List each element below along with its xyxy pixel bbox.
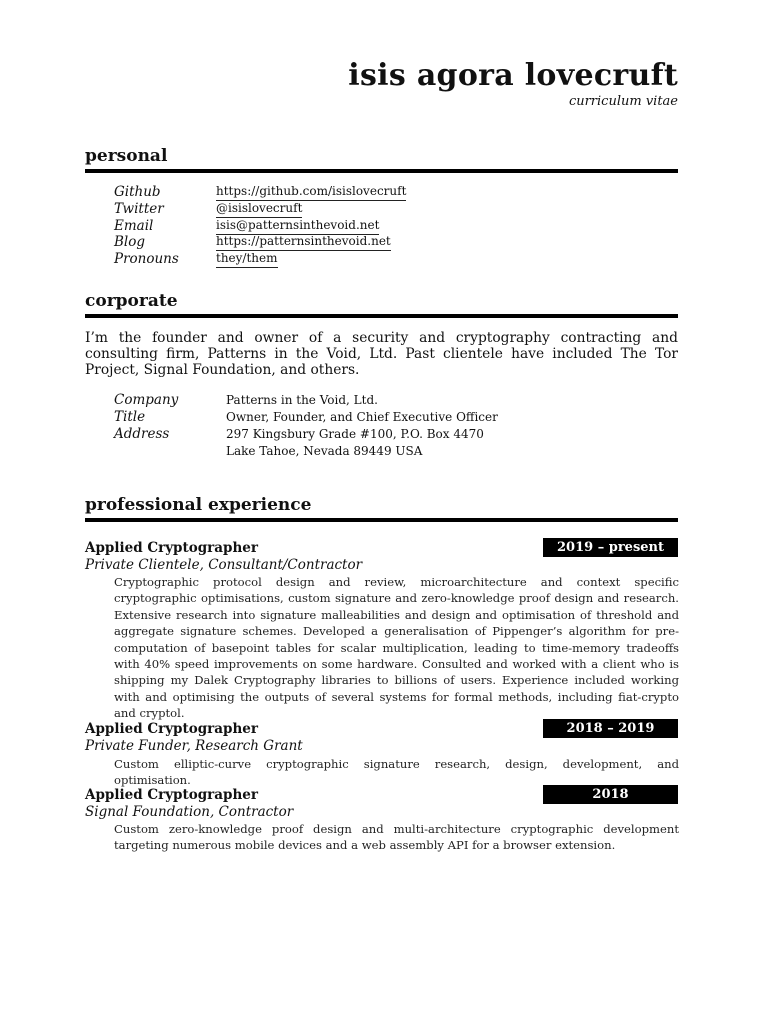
- job-description: Cryptographic protocol design and review, microarchitecture and context specific cryptographic optimisations, custom signature and zero-knowledge proof design and research. Extensive research into signature malleabilities and design and optimisation of threshold and aggregate signature schemes. Developed a generalisation of Pippenger’s algorithm for pre-computation of basepoint tables for scalar multiplication, leading to time-memory tradeoffs with 40% speed improvements on some hardware. Consulted and worked with a client who is shipping my Dalek Cryptography libraries to billions of users. Experience included working with and optimising the outputs of several systems for formal methods, including fiat-crypto and cryptol.: [114, 575, 679, 721]
- twitter-link[interactable]: @isislovecruft: [216, 201, 302, 218]
- job-title: Applied Cryptographer: [85, 721, 258, 737]
- github-link[interactable]: https://github.com/isislovecruft: [216, 184, 406, 201]
- job-organization: Signal Foundation, Contractor: [85, 804, 294, 820]
- corporate-label: Title: [114, 409, 146, 425]
- job-title: Applied Cryptographer: [85, 787, 258, 803]
- blog-link[interactable]: https://patternsinthevoid.net: [216, 234, 391, 251]
- cv-subtitle: curriculum vitae: [568, 94, 678, 109]
- pronouns-value[interactable]: they/them: [216, 251, 278, 268]
- personal-label: Blog: [114, 234, 146, 250]
- section-title-corporate: corporate: [85, 291, 178, 311]
- job-title: Applied Cryptographer: [85, 540, 258, 556]
- section-rule-corporate: [85, 314, 678, 318]
- job-date-badge: 2018: [543, 785, 678, 804]
- personal-label: Github: [114, 184, 161, 200]
- job-date-badge: 2018 – 2019: [543, 719, 678, 738]
- job-description: Custom zero-knowledge proof design and multi-architecture cryptographic development targeting numerous mobile devices and a web assembly API for a browser extension.: [114, 822, 679, 853]
- section-rule-experience: [85, 518, 678, 522]
- corporate-value: Lake Tahoe, Nevada 89449 USA: [226, 444, 423, 458]
- personal-label: Pronouns: [114, 251, 179, 267]
- job-organization: Private Clientele, Consultant/Contractor: [85, 557, 363, 573]
- job-organization: Private Funder, Research Grant: [85, 738, 303, 754]
- corporate-value: Owner, Founder, and Chief Executive Officer: [226, 410, 498, 424]
- corporate-label: Address: [114, 426, 170, 442]
- corporate-value: Patterns in the Void, Ltd.: [226, 393, 378, 407]
- corporate-value: 297 Kingsbury Grade #100, P.O. Box 4470: [226, 427, 484, 441]
- personal-label: Twitter: [114, 201, 164, 217]
- job-date-badge: 2019 – present: [543, 538, 678, 557]
- personal-label: Email: [114, 218, 154, 234]
- email-link[interactable]: isis@patternsinthevoid.net: [216, 218, 379, 235]
- job-description: Custom elliptic-curve cryptographic signature research, design, development, and optimisation.: [114, 757, 679, 788]
- section-rule-personal: [85, 169, 678, 173]
- cv-name: isis agora lovecruft: [348, 58, 678, 93]
- corporate-summary: I’m the founder and owner of a security and cryptography contracting and consulting firm, Patterns in the Void, Ltd. Past clientele have included The Tor Project, Signal Foundation, and others.: [85, 330, 678, 379]
- section-title-experience: professional experience: [85, 495, 312, 515]
- corporate-label: Company: [114, 392, 179, 408]
- section-title-personal: personal: [85, 146, 168, 166]
